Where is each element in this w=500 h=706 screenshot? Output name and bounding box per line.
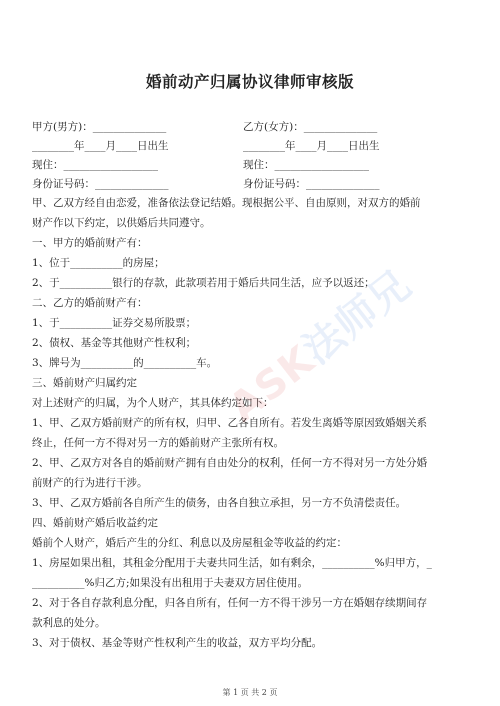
- paragraph-line: 对上述财产的归属，为个人财产，其具体约定如下：: [32, 397, 274, 409]
- party-b-birth: ________年____月____日出生: [243, 140, 380, 152]
- party-a-birth: ________年____月____日出生: [32, 140, 169, 152]
- party-b-id: 身份证号码：______________: [243, 178, 380, 190]
- clause-line: 1、于__________证券交易所股票；: [32, 317, 197, 329]
- clause-line: 终止，任何一方不得对另一方的婚前财产主张所有权。: [32, 437, 284, 449]
- party-b-address: 现住：__________________: [243, 159, 369, 171]
- clause-line: 3、对于债权、基金等财产性权利产生的收益，双方平均分配。: [32, 637, 323, 649]
- paragraph-line: 甲、乙双方经自由恋爱，准备依法登记结婚。现根据公平、自由原则，对双方的婚前: [32, 197, 421, 209]
- clause-line: 2、债权、基金等其他财产性权利；: [32, 337, 197, 349]
- clause-line: __________%归乙方;如果没有出租用于夫妻双方居住使用。: [32, 577, 309, 589]
- clause-line: 3、牌号为__________的__________车。: [32, 357, 218, 369]
- watermark-logo-left: ASK: [220, 337, 324, 432]
- party-a-id: 身份证号码：______________: [32, 178, 169, 190]
- clause-line: 2、对于各自存款利息分配，归各自所有，任何一方不得干涉另一方在婚姻存续期间存: [32, 597, 428, 609]
- party-a-address: 现住：__________________: [32, 159, 158, 171]
- page-number: 第 1 页 共 2 页: [222, 688, 278, 697]
- clause-line: 1、位于__________的房屋；: [32, 257, 165, 269]
- party-b-label: 乙方(女方)：______________: [243, 121, 378, 133]
- clause-line: 3、甲、乙双方婚前各自所产生的债务，由各自独立承担，另一方不负清偿责任。: [32, 497, 407, 509]
- watermark-logo-right: 法师兄: [294, 261, 421, 374]
- party-a-label: 甲方(男方)：______________: [32, 121, 167, 133]
- clause-line: 2、甲、乙双方对各自的婚前财产拥有自由处分的权利，任何一方不得对另一方处分婚: [32, 457, 428, 469]
- section-heading: 二、乙方的婚前财产有：: [32, 297, 148, 309]
- section-heading: 四、婚前财产婚后收益约定: [32, 517, 158, 529]
- clause-line: 款利息的处分。: [32, 617, 106, 629]
- section-heading: 三、婚前财产归属约定: [32, 377, 137, 389]
- clause-line: 2、于__________银行的存款，此款项若用于婚后共同生活，应予以返还；: [32, 277, 375, 289]
- clause-line: 1、甲、乙双方婚前财产的所有权，归甲、乙各自所有。若发生离婚等原因致婚姻关系: [32, 417, 428, 429]
- clause-line: 前财产的行为进行干涉。: [32, 477, 148, 489]
- section-heading: 一、甲方的婚前财产有：: [32, 237, 148, 249]
- document-title: 婚前动产归属协议律师审核版: [145, 73, 354, 91]
- paragraph-line: 婚前个人财产，婚后产生的分红、利息以及房屋租金等收益的约定：: [32, 537, 347, 549]
- paragraph-line: 财产作以下约定，以供婚后共同遵守。: [32, 217, 211, 229]
- clause-line: 1、房屋如果出租，其租金分配用于夫妻共同生活，如有剩余，__________%归甲方，_: [32, 557, 432, 569]
